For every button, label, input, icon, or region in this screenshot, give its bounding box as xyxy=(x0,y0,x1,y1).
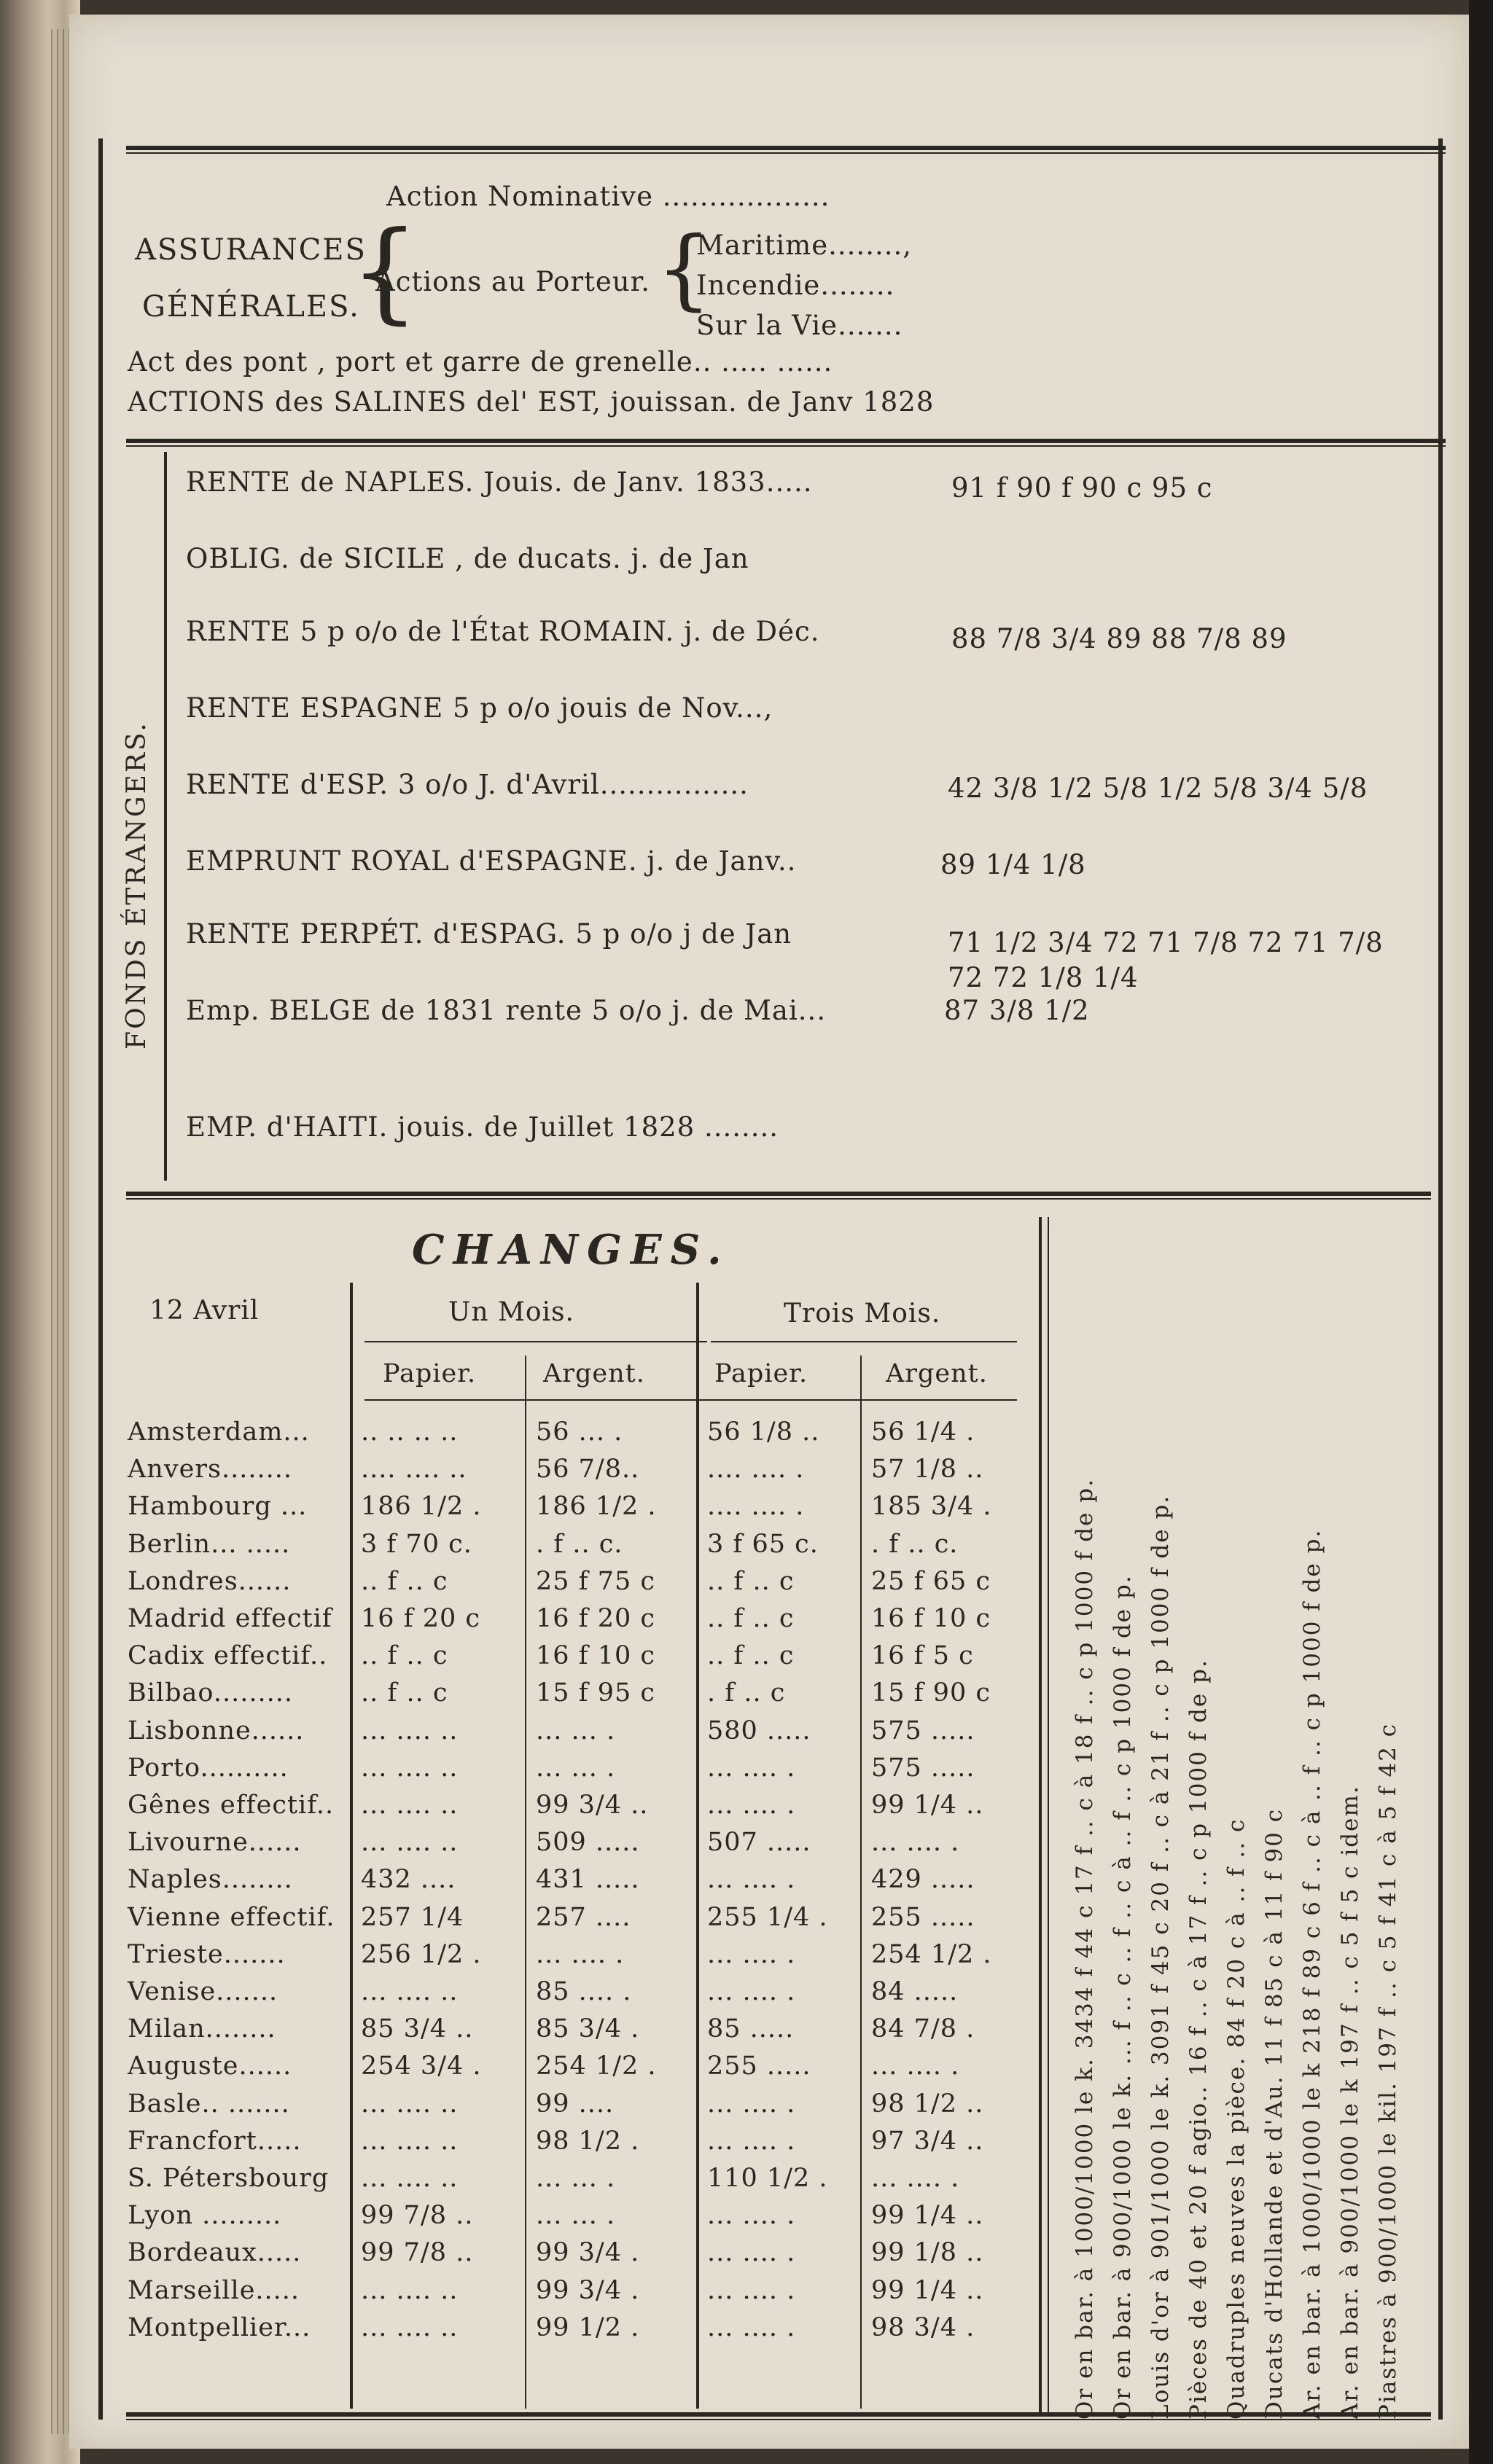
changes-cell-un-mois-argent: 99 .... xyxy=(536,2089,615,2119)
changes-cell-trois-mois-papier: .... .... . xyxy=(707,1492,805,1522)
changes-cell-city: Lisbonne...... xyxy=(128,1716,305,1745)
changes-cell-trois-mois-argent: 97 3/4 .. xyxy=(871,2126,984,2156)
changes-cell-city: Montpellier... xyxy=(128,2312,311,2342)
incendie: Incendie........ xyxy=(696,270,895,301)
changes-cell-trois-mois-papier: ... .... . xyxy=(707,2238,796,2268)
changes-cell-city: Francfort..... xyxy=(128,2126,302,2156)
changes-cell-un-mois-papier: ... .... .. xyxy=(361,2275,459,2305)
changes-cell-un-mois-papier: 3 f 70 c. xyxy=(361,1529,472,1559)
changes-cell-un-mois-argent: 99 3/4 . xyxy=(536,2238,640,2268)
changes-cell-un-mois-argent: 85 .... . xyxy=(536,1977,632,2006)
changes-cell-trois-mois-argent: ... .... . xyxy=(871,2164,960,2193)
changes-cell-un-mois-papier: .. .. .. .. xyxy=(361,1417,459,1447)
metals-divider xyxy=(1039,1217,1042,2412)
changes-cell-city: Gênes effectif.. xyxy=(128,1791,335,1820)
changes-cell-trois-mois-papier: 3 f 65 c. xyxy=(707,1529,819,1559)
changes-cell-city: Cadix effectif.. xyxy=(128,1641,328,1671)
fonds-row-value: 71 1/2 3/4 72 71 7/8 72 71 7/8 xyxy=(948,927,1384,958)
changes-cell-un-mois-papier: .. f .. c xyxy=(361,1678,448,1708)
changes-cell-un-mois-papier: ... .... .. xyxy=(361,2089,459,2119)
metal-line: Ar. en bar. à 900/1000 le k 197 f .. c 5 f 5 c idem. xyxy=(1337,1785,1363,2420)
changes-cell-trois-mois-argent: 254 1/2 . xyxy=(871,1939,992,1969)
col-divider-4 xyxy=(860,1356,862,2409)
trois-mois-argent-header: Argent. xyxy=(886,1359,988,1388)
fonds-row-label: EMPRUNT ROYAL d'ESPAGNE. j. de Janv.. xyxy=(186,845,797,877)
metal-line: Or en bar. à 1000/1000 le k. 3434 f 44 c 17 f .. c à 18 f .. c p 1000 f de p. xyxy=(1072,1478,1098,2420)
changes-cell-trois-mois-argent: 16 f 5 c xyxy=(871,1641,974,1671)
changes-cell-trois-mois-argent: 99 1/4 .. xyxy=(871,2275,984,2305)
changes-cell-city: Vienne effectif. xyxy=(128,1902,335,1932)
action-nominative: Action Nominative .................. xyxy=(386,181,830,212)
changes-cell-trois-mois-argent: 99 1/4 .. xyxy=(871,1791,984,1820)
changes-cell-trois-mois-papier: .. f .. c xyxy=(707,1641,795,1671)
changes-cell-trois-mois-argent: 15 f 90 c xyxy=(871,1678,991,1708)
act-pont: Act des pont , port et garre de grenelle.. ..... ...... xyxy=(128,346,833,378)
changes-cell-un-mois-papier: 186 1/2 . xyxy=(361,1492,482,1522)
changes-cell-trois-mois-papier: ... .... . xyxy=(707,2201,796,2231)
changes-cell-trois-mois-papier: ... .... . xyxy=(707,2089,796,2119)
changes-cell-un-mois-papier: 99 7/8 .. xyxy=(361,2201,474,2231)
changes-cell-un-mois-papier: 254 3/4 . xyxy=(361,2052,482,2081)
changes-cell-un-mois-argent: 85 3/4 . xyxy=(536,2014,640,2044)
changes-cell-trois-mois-argent: ... .... . xyxy=(871,2052,960,2081)
changes-cell-un-mois-papier: 85 3/4 .. xyxy=(361,2014,474,2044)
changes-cell-un-mois-papier: ... .... .. xyxy=(361,1828,459,1858)
changes-cell-un-mois-argent: 254 1/2 . xyxy=(536,2052,657,2081)
section-rule-2 xyxy=(126,1192,1431,1200)
changes-cell-un-mois-argent: 25 f 75 c xyxy=(536,1566,656,1596)
changes-cell-un-mois-argent: . f .. c. xyxy=(536,1529,623,1559)
top-rule xyxy=(126,146,1446,154)
changes-cell-trois-mois-papier: 507 ..... xyxy=(707,1828,811,1858)
dark-margin xyxy=(1469,0,1493,2464)
changes-cell-city: Hambourg ... xyxy=(128,1492,308,1522)
assurances-brace: { xyxy=(350,208,420,335)
changes-cell-un-mois-papier: 257 1/4 xyxy=(361,1902,464,1932)
changes-cell-city: Livourne...... xyxy=(128,1828,302,1858)
actions-porteur: Actions au Porteur. xyxy=(375,266,650,297)
un-mois-argent-header: Argent. xyxy=(543,1359,645,1388)
fonds-row-label: OBLIG. de SICILE , de ducats. j. de Jan xyxy=(186,543,749,574)
fonds-row-value-continued: 72 72 1/8 1/4 xyxy=(948,962,1139,993)
metal-line: Piastres à 900/1000 le kil. 197 f .. c 5 f 41 c à 5 f 42 c xyxy=(1375,1722,1401,2420)
changes-cell-trois-mois-argent: 99 1/8 .. xyxy=(871,2238,984,2268)
changes-cell-city: Lyon ......... xyxy=(128,2201,282,2231)
changes-cell-trois-mois-argent: 25 f 65 c xyxy=(871,1566,991,1596)
changes-cell-city: Venise....... xyxy=(128,1977,278,2006)
changes-date: 12 Avril xyxy=(149,1296,260,1326)
changes-cell-trois-mois-argent: 57 1/8 .. xyxy=(871,1455,984,1485)
changes-cell-un-mois-argent: 431 ..... xyxy=(536,1865,640,1895)
changes-cell-un-mois-argent: 56 7/8.. xyxy=(536,1455,640,1485)
changes-cell-un-mois-papier: ... .... .. xyxy=(361,2164,459,2193)
sur-la-vie: Sur la Vie....... xyxy=(696,310,903,341)
changes-cell-un-mois-papier: .... .... .. xyxy=(361,1455,467,1485)
changes-cell-un-mois-argent: 99 1/2 . xyxy=(536,2312,640,2342)
changes-cell-city: Marseille..... xyxy=(128,2275,300,2305)
changes-cell-un-mois-papier: ... .... .. xyxy=(361,1716,459,1745)
fonds-row-value: 91 f 90 f 90 c 95 c xyxy=(951,472,1213,504)
changes-cell-un-mois-argent: 16 f 10 c xyxy=(536,1641,656,1671)
changes-cell-trois-mois-argent: ... .... . xyxy=(871,1828,960,1858)
generales-label: GÉNÉRALES. xyxy=(142,290,360,324)
changes-cell-city: Milan........ xyxy=(128,2014,276,2044)
changes-cell-trois-mois-papier: .. f .. c xyxy=(707,1566,795,1596)
ledger-page xyxy=(69,15,1469,2449)
bottom-rule xyxy=(126,2412,1431,2420)
trois-mois-papier-header: Papier. xyxy=(714,1359,808,1388)
metal-line: Pièces de 40 et 20 f agio.. 16 f .. c à 17 f .. c p 1000 f de p. xyxy=(1185,1659,1212,2420)
changes-cell-trois-mois-argent: 98 3/4 . xyxy=(871,2312,975,2342)
changes-cell-city: Anvers........ xyxy=(128,1455,292,1485)
changes-cell-un-mois-argent: 257 .... xyxy=(536,1902,631,1932)
changes-cell-trois-mois-papier: ... .... . xyxy=(707,2312,796,2342)
assurances-label: ASSURANCES xyxy=(135,233,367,267)
changes-cell-city: Naples........ xyxy=(128,1865,293,1895)
changes-cell-trois-mois-papier: . f .. c xyxy=(707,1678,786,1708)
actions-salines: ACTIONS des SALINES del' EST, jouissan. de Janv 1828 xyxy=(128,386,935,418)
fonds-row-label: RENTE de NAPLES. Jouis. de Janv. 1833..... xyxy=(186,466,813,498)
metal-line: Louis d'or à 901/1000 le k. 3091 f 45 c 20 f .. c à 21 f .. c p 1000 f de p. xyxy=(1147,1494,1174,2420)
col-divider-1 xyxy=(350,1283,353,2409)
un-mois-papier-header: Papier. xyxy=(383,1359,477,1388)
changes-cell-trois-mois-papier: ... .... . xyxy=(707,2126,796,2156)
changes-cell-un-mois-argent: 15 f 95 c xyxy=(536,1678,656,1708)
changes-cell-un-mois-papier: ... .... .. xyxy=(361,1753,459,1783)
changes-cell-un-mois-argent: ... ... . xyxy=(536,1716,616,1745)
changes-cell-trois-mois-argent: . f .. c. xyxy=(871,1529,959,1559)
trois-mois-underline xyxy=(711,1341,1017,1342)
subheader-underline xyxy=(365,1399,1017,1401)
changes-cell-trois-mois-papier: 56 1/8 .. xyxy=(707,1417,820,1447)
changes-cell-trois-mois-papier: .. f .. c xyxy=(707,1604,795,1633)
changes-cell-trois-mois-argent: 84 7/8 . xyxy=(871,2014,975,2044)
col-divider-2 xyxy=(525,1356,526,2409)
changes-cell-un-mois-argent: 99 3/4 . xyxy=(536,2275,640,2305)
changes-cell-trois-mois-argent: 99 1/4 .. xyxy=(871,2201,984,2231)
fonds-row-label: RENTE 5 p o/o de l'État ROMAIN. j. de Déc. xyxy=(186,616,820,647)
changes-cell-city: Londres...... xyxy=(128,1566,292,1596)
changes-cell-un-mois-papier: 256 1/2 . xyxy=(361,1939,482,1969)
changes-cell-city: Bilbao......... xyxy=(128,1678,293,1708)
fonds-row-label: RENTE PERPÉT. d'ESPAG. 5 p o/o j de Jan xyxy=(186,918,792,950)
changes-cell-un-mois-argent: ... ... . xyxy=(536,1753,616,1783)
changes-cell-un-mois-argent: 186 1/2 . xyxy=(536,1492,657,1522)
trois-mois-header: Trois Mois. xyxy=(784,1299,941,1329)
changes-cell-trois-mois-argent: 98 1/2 .. xyxy=(871,2089,984,2119)
changes-cell-trois-mois-papier: 255 1/4 . xyxy=(707,1902,828,1932)
changes-cell-un-mois-argent: 16 f 20 c xyxy=(536,1604,656,1633)
fonds-row-value: 42 3/8 1/2 5/8 1/2 5/8 3/4 5/8 xyxy=(948,773,1368,804)
changes-cell-trois-mois-papier: ... .... . xyxy=(707,1865,796,1895)
changes-cell-un-mois-argent: ... .... . xyxy=(536,1939,625,1969)
changes-cell-trois-mois-argent: 575 ..... xyxy=(871,1716,975,1745)
maritime: Maritime........, xyxy=(696,230,912,261)
metal-line: Ducats d'Hollande et d'Au. 11 f 85 c à 11 f 90 c xyxy=(1261,1807,1287,2420)
changes-cell-trois-mois-argent: 429 ..... xyxy=(871,1865,975,1895)
fonds-row-value: 87 3/8 1/2 xyxy=(944,995,1090,1026)
changes-cell-trois-mois-papier: ... .... . xyxy=(707,2275,796,2305)
porteur-brace: { xyxy=(656,219,712,320)
fonds-row-label: RENTE ESPAGNE 5 p o/o jouis de Nov..., xyxy=(186,692,773,724)
changes-cell-trois-mois-papier: ... .... . xyxy=(707,1791,796,1820)
changes-cell-trois-mois-papier: ... .... . xyxy=(707,1753,796,1783)
changes-cell-trois-mois-argent: 84 ..... xyxy=(871,1977,959,2006)
changes-cell-city: Bordeaux..... xyxy=(128,2238,302,2268)
changes-cell-trois-mois-argent: 56 1/4 . xyxy=(871,1417,975,1447)
metal-line: Quadruples neuves la pièce. 84 f 20 c à .. f .. c xyxy=(1223,1818,1250,2420)
changes-cell-un-mois-papier: ... .... .. xyxy=(361,2126,459,2156)
changes-title: CHANGES. xyxy=(412,1226,730,1274)
changes-cell-un-mois-papier: ... .... .. xyxy=(361,1977,459,2006)
changes-cell-trois-mois-papier: .... .... . xyxy=(707,1455,805,1485)
changes-cell-city: Amsterdam... xyxy=(128,1417,310,1447)
fonds-row-label: Emp. BELGE de 1831 rente 5 o/o j. de Mai... xyxy=(186,995,827,1026)
changes-cell-trois-mois-argent: 16 f 10 c xyxy=(871,1604,991,1633)
fonds-etrangers-label: FONDS ÉTRANGERS. xyxy=(122,721,152,1049)
section-rule-1 xyxy=(126,439,1446,447)
changes-cell-un-mois-papier: 16 f 20 c xyxy=(361,1604,481,1633)
changes-cell-trois-mois-argent: 255 ..... xyxy=(871,1902,975,1932)
changes-cell-trois-mois-argent: 575 ..... xyxy=(871,1753,975,1783)
changes-cell-trois-mois-argent: 185 3/4 . xyxy=(871,1492,992,1522)
changes-cell-un-mois-argent: ... ... . xyxy=(536,2164,616,2193)
col-divider-3 xyxy=(696,1283,699,2409)
changes-cell-un-mois-papier: .. f .. c xyxy=(361,1641,448,1671)
fonds-divider xyxy=(164,452,167,1181)
changes-cell-un-mois-papier: 432 .... xyxy=(361,1865,456,1895)
un-mois-header: Un Mois. xyxy=(448,1297,574,1327)
changes-cell-un-mois-argent: 509 ..... xyxy=(536,1828,640,1858)
changes-cell-un-mois-papier: 99 7/8 .. xyxy=(361,2238,474,2268)
changes-cell-trois-mois-papier: ... .... . xyxy=(707,1977,796,2006)
changes-cell-un-mois-argent: ... ... . xyxy=(536,2201,616,2231)
fonds-row-value: 88 7/8 3/4 89 88 7/8 89 xyxy=(951,623,1287,654)
changes-cell-un-mois-papier: ... .... .. xyxy=(361,2312,459,2342)
changes-cell-un-mois-argent: 56 ... . xyxy=(536,1417,623,1447)
changes-cell-city: S. Pétersbourg xyxy=(128,2164,330,2193)
changes-cell-trois-mois-papier: ... .... . xyxy=(707,1939,796,1969)
fonds-row-label: EMP. d'HAITI. jouis. de Juillet 1828 ........ xyxy=(186,1111,779,1143)
changes-cell-city: Madrid effectif xyxy=(128,1604,332,1633)
changes-cell-un-mois-argent: 98 1/2 . xyxy=(536,2126,640,2156)
fonds-row-value: 89 1/4 1/8 xyxy=(940,849,1086,880)
metal-line: Ar. en bar. à 1000/1000 le k 218 f 89 c 6 f .. c à .. f .. c p 1000 f de p. xyxy=(1299,1528,1325,2420)
metals-divider-thin xyxy=(1048,1217,1049,2412)
changes-cell-trois-mois-papier: 580 ..... xyxy=(707,1716,811,1745)
changes-cell-trois-mois-papier: 85 ..... xyxy=(707,2014,795,2044)
changes-cell-city: Trieste....... xyxy=(128,1939,286,1969)
fonds-row-label: RENTE d'ESP. 3 o/o J. d'Avril................ xyxy=(186,769,749,800)
changes-cell-un-mois-argent: 99 3/4 .. xyxy=(536,1791,649,1820)
un-mois-underline xyxy=(365,1341,707,1342)
changes-cell-city: Porto.......... xyxy=(128,1753,289,1783)
changes-cell-city: Basle.. ....... xyxy=(128,2089,290,2119)
changes-cell-city: Berlin... ..... xyxy=(128,1529,291,1559)
changes-cell-un-mois-papier: ... .... .. xyxy=(361,1791,459,1820)
changes-cell-un-mois-papier: .. f .. c xyxy=(361,1566,448,1596)
changes-cell-city: Auguste...... xyxy=(128,2052,292,2081)
book-binding xyxy=(0,0,80,2464)
metal-line: Or en bar. à 900/1000 le k. ... f .. c .. f .. c à .. f .. c p 1000 f de p. xyxy=(1110,1574,1136,2420)
changes-cell-trois-mois-papier: 255 ..... xyxy=(707,2052,811,2081)
changes-cell-trois-mois-papier: 110 1/2 . xyxy=(707,2164,828,2193)
